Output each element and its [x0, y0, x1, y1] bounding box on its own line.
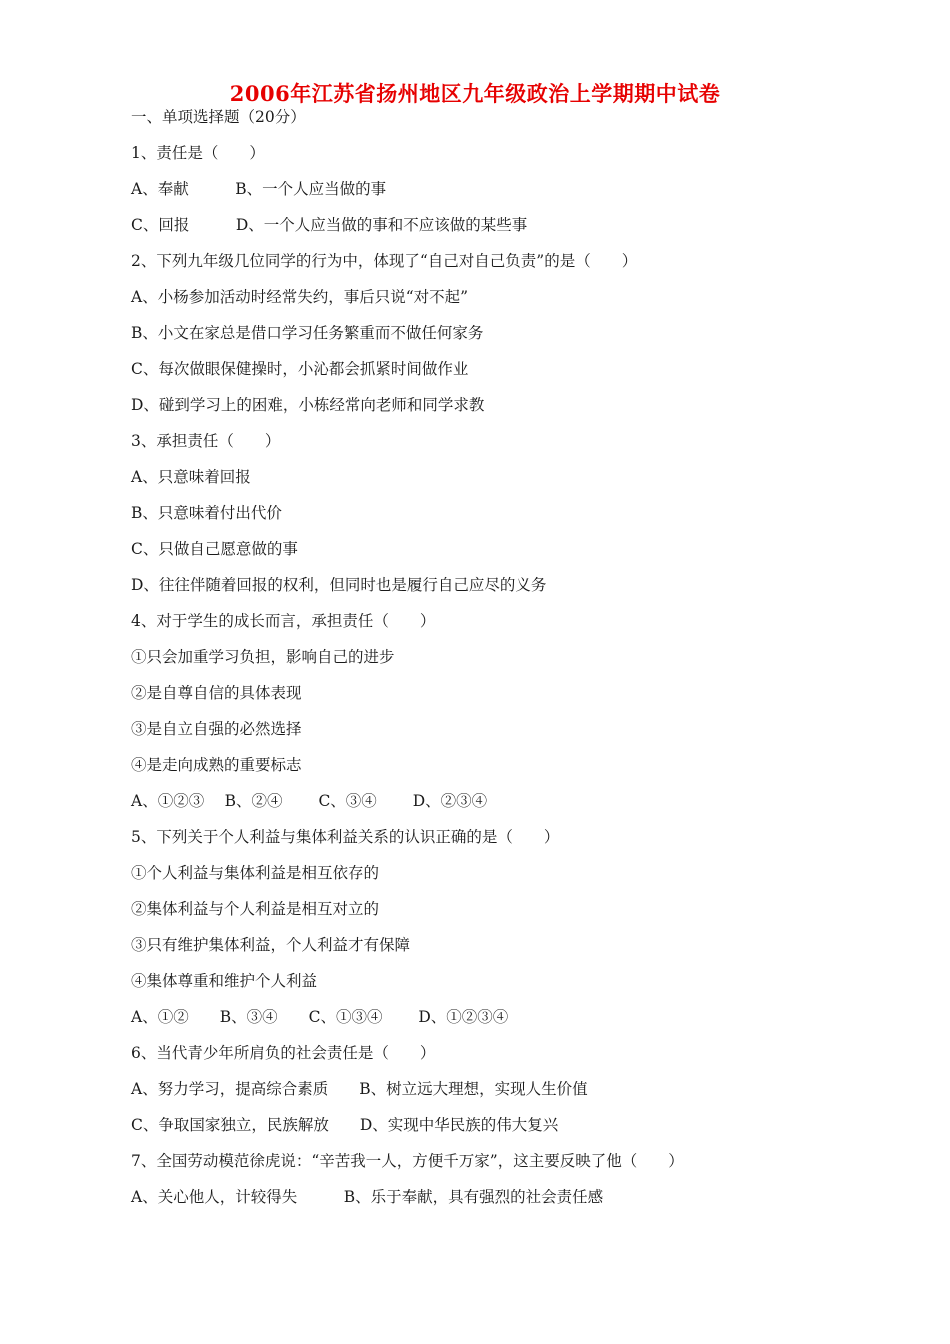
- question-line: A、关心他人，计较得失 B、乐于奉献，具有强烈的社会责任感: [131, 1188, 604, 1206]
- question-line: 6、当代青少年所肩负的社会责任是（ ）: [131, 1044, 436, 1062]
- question-line: ②集体利益与个人利益是相互对立的: [131, 900, 380, 918]
- exam-content: [131, 106, 891, 1222]
- question-line: ④是走向成熟的重要标志: [131, 756, 302, 774]
- question-line: A、只意味着回报: [131, 468, 251, 486]
- question-line: C、回报 D、一个人应当做的事和不应该做的某些事: [131, 216, 528, 234]
- question-line: D、碰到学习上的困难，小栋经常向老师和同学求教: [131, 396, 485, 414]
- question-line: 1、责任是（ ）: [131, 144, 265, 162]
- question-line: C、争取国家独立，民族解放 D、实现中华民族的伟大复兴: [131, 1116, 559, 1134]
- question-line: A、①② B、③④ C、①③④ D、①②③④: [131, 1008, 509, 1026]
- question-line: 7、全国劳动模范徐虎说：“辛苦我一人，方便千万家”，这主要反映了他（ ）: [131, 1152, 684, 1170]
- question-line: A、①②③ B、②④ C、③④ D、②③④: [131, 792, 488, 810]
- section-heading: 一、单项选择题（20分）: [131, 108, 306, 126]
- question-line: A、小杨参加活动时经常失约，事后只说“对不起”: [131, 288, 469, 306]
- question-line: A、奉献 B、一个人应当做的事: [131, 180, 387, 198]
- question-line: ②是自尊自信的具体表现: [131, 684, 302, 702]
- question-line: ③是自立自强的必然选择: [131, 720, 302, 738]
- question-line: ①只会加重学习负担，影响自己的进步: [131, 648, 395, 666]
- question-line: C、只做自己愿意做的事: [131, 540, 298, 558]
- question-line: 4、对于学生的成长而言，承担责任（ ）: [131, 612, 436, 630]
- question-line: 3、承担责任（ ）: [131, 432, 281, 450]
- question-line: ①个人利益与集体利益是相互依存的: [131, 864, 380, 882]
- question-line: C、每次做眼保健操时，小沁都会抓紧时间做作业: [131, 360, 469, 378]
- question-line: D、往往伴随着回报的权利，但同时也是履行自己应尽的义务: [131, 576, 547, 594]
- question-line: ④集体尊重和维护个人利益: [131, 972, 318, 990]
- question-line: ③只有维护集体利益，个人利益才有保障: [131, 936, 411, 954]
- question-line: 5、下列关于个人利益与集体利益关系的认识正确的是（ ）: [131, 828, 560, 846]
- question-line: B、小文在家总是借口学习任务繁重而不做任何家务: [131, 324, 484, 342]
- question-line: 2、下列九年级几位同学的行为中，体现了“自己对自己负责”的是（ ）: [131, 252, 638, 270]
- question-line: B、只意味着付出代价: [131, 504, 282, 522]
- question-line: A、努力学习，提高综合素质 B、树立远大理想，实现人生价值: [131, 1080, 588, 1098]
- exam-title: 2006年江苏省扬州地区九年级政治上学期期中试卷: [229, 81, 721, 106]
